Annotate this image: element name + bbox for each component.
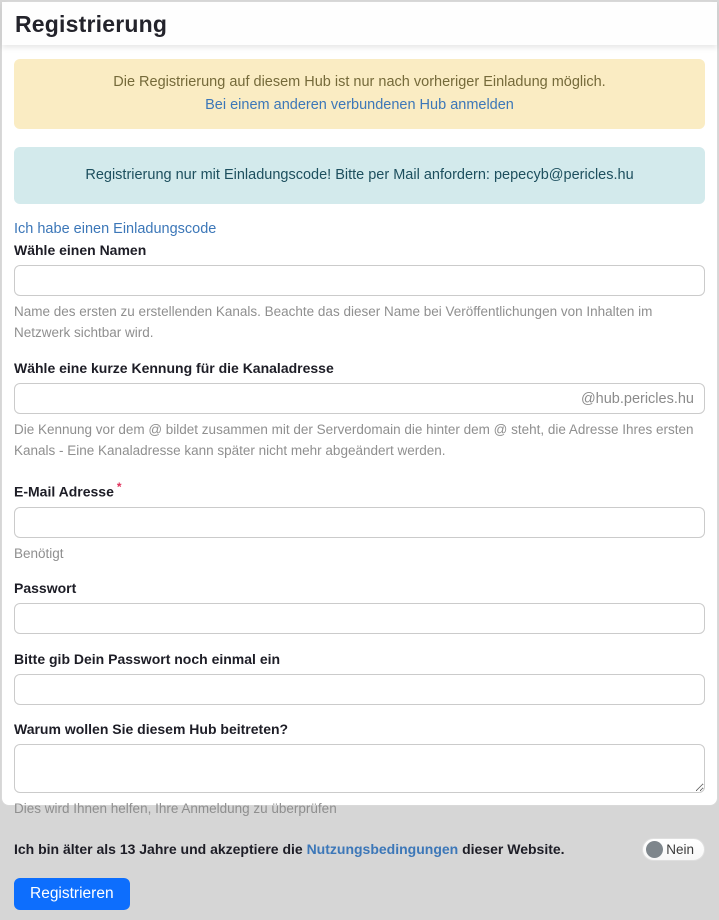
terms-of-service-link[interactable]: Nutzungsbedingungen xyxy=(306,841,459,858)
password-field-group xyxy=(14,580,705,634)
warning-alert-text: Die Registrierung auf diesem Hub ist nur nach vorheriger Einladung möglich. xyxy=(113,74,606,90)
tos-statement: Ich bin älter als 13 Jahre und akzeptiere die Nutzungsbedingungen dieser Website. xyxy=(14,841,565,858)
reason-label: Warum wollen Sie diesem Hub beitreten? xyxy=(14,720,289,737)
password-confirm-input[interactable] xyxy=(14,674,705,705)
invite-only-warning-alert xyxy=(14,59,705,129)
password-input[interactable] xyxy=(14,603,705,634)
name-input[interactable] xyxy=(14,265,705,296)
registration-card xyxy=(1,1,718,902)
toggle-state-label: Nein xyxy=(666,841,694,857)
toggle-knob-icon xyxy=(646,841,663,858)
domain-suffix: @hub.pericles.hu xyxy=(580,390,694,407)
page-header xyxy=(2,2,717,45)
register-submit-button[interactable]: Registrieren xyxy=(14,878,130,910)
tos-accept-toggle[interactable] xyxy=(642,838,705,861)
password-confirm-field-group xyxy=(14,651,705,705)
other-hub-link[interactable]: Bei einem anderen verbundenen Hub anmelden xyxy=(205,97,514,113)
tos-row xyxy=(14,838,705,861)
nickname-label: Wähle eine kurze Kennung für die Kanaladresse xyxy=(14,360,334,376)
email-help-text: Benötigt xyxy=(14,545,64,561)
reason-textarea[interactable] xyxy=(14,744,705,793)
nickname-help-text: Die Kennung vor dem @ bildet zusammen mit der Serverdomain die hinter dem @ steht, die Adresse Ihres ersten Kanals - Eine Kanaladresse kann später nicht mehr abgeändert werden. xyxy=(14,422,694,458)
registration-form xyxy=(2,45,717,920)
email-input[interactable] xyxy=(14,507,705,538)
required-asterisk: * xyxy=(116,480,122,494)
email-field-group xyxy=(14,480,705,564)
page-title: Registrierung xyxy=(15,11,168,37)
email-label: E-Mail Adresse * xyxy=(14,480,122,500)
name-help-text: Name des ersten zu erstellenden Kanals. Beachte das dieser Name bei Veröffentlichungen von Inhalten im Netzwerk sichtbar wird. xyxy=(14,304,653,340)
password-label: Passwort xyxy=(14,579,77,596)
name-field-group xyxy=(14,242,705,343)
nickname-field-group xyxy=(14,360,705,461)
reason-help-text: Dies wird Ihnen helfen, Ihre Anmeldung zu überprüfen xyxy=(14,800,337,816)
info-alert-text: Registrierung nur mit Einladungscode! Bitte per Mail anfordern: pepecyb@pericles.hu xyxy=(85,167,634,183)
invite-code-info-alert xyxy=(14,147,705,204)
reason-field-group xyxy=(14,721,705,819)
nickname-input[interactable] xyxy=(14,383,705,414)
password-confirm-label: Bitte gib Dein Passwort noch einmal ein xyxy=(14,650,281,667)
have-invite-code-link[interactable]: Ich habe einen Einladungscode xyxy=(14,221,217,237)
name-label: Wähle einen Namen xyxy=(14,242,147,258)
